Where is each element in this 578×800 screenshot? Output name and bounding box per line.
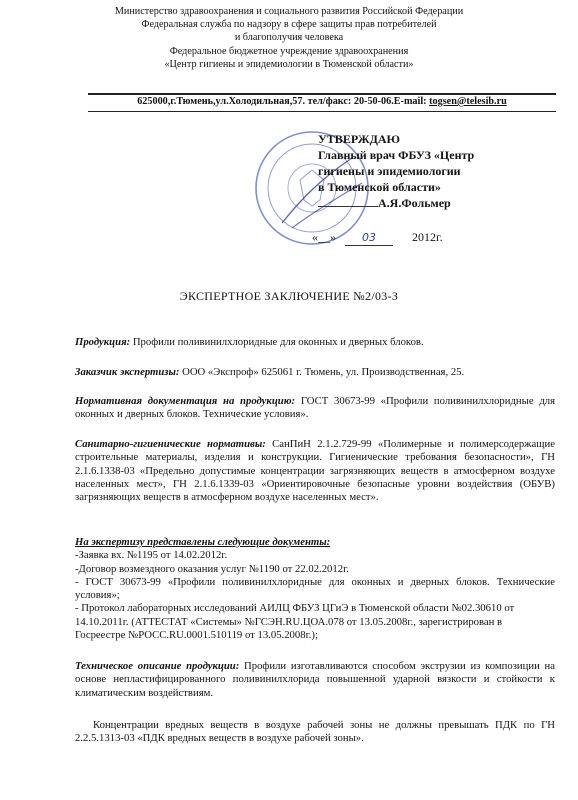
concentration-paragraph: Концентрации вредных веществ в воздухе рабочей зоны не должны превышать ПДК по ГН 2.2.5.1313-03 «ПДК вредных веществ в воздухе рабочей зоны». [75,719,555,745]
document-item: - Протокол лабораторных исследований АИЛЦ ФБУЗ ЦГиЭ в Тюменской области №02.30610 от 14.10.2011г. (АТТЕСТАТ «Системы» №ГСЭН.RU.ЦОА.078 от 13.05.2008г., зарегистрирован в Госреестре №РОСС.RU.0001.510119 от 13.05.2008г.); [75,602,515,642]
email-link[interactable]: togsen@telesib.ru [429,96,507,107]
customer-label: Заказчик экспертизы: [75,366,180,378]
approval-date [312,230,443,246]
signature-blank [318,206,378,207]
customer-text: ООО «Экспроф» 625061 г. Тюмень, ул. Производственная, 25. [179,366,465,378]
approve-position: Главный врач ФБУЗ «Центр [318,148,475,162]
product-text: Профили поливинилхлоридные для оконных и дверных блоков. [130,336,424,348]
product-section [75,336,555,349]
approve-heading: УТВЕРЖДАЮ [318,132,401,146]
document-title: ЭКСПЕРТНОЕ ЗАКЛЮЧЕНИЕ №2/03-З [179,289,399,303]
documents-label: На экспертизу представлены следующие документы: [75,536,331,548]
date-day: «__» [312,230,336,244]
approve-signature-line [318,195,474,211]
approver-name: А.Я.Фольмер [378,196,451,210]
normative-label: Нормативная документация на продукцию: [75,395,296,407]
normative-text: ГОСТ 30673-99 «Профили поливинилхлоридные для оконных и дверных блоков. Технические условия». [75,395,556,421]
documents-section [75,536,555,642]
sanitary-text: СанПиН 2.1.2.729-99 «Полимерные и полимерсодержащие строительные материалы, изделия и конструкции. Гигиенические требования безопасности», ГН 2.1.6.1338-03 «Предельно допустимые концентрации загрязняющих веществ в атмосферном воздухе населенных мест», ГН 2.1.6.1339-03 «Ориентировочные безопасные уровни воздействия (ОБУВ) загрязняющих веществ в атмосферном воздухе населенных мест». [75,438,555,504]
approve-position-2: гигиены и эпидемиологии [318,164,461,178]
technical-section [75,660,555,700]
date-month-field [345,230,393,246]
technical-text: Профили изготавливаются способом экструзии из композиции на основе непластифицированного поливинилхлорида повышенной ударной вязкости и стойкости к климатическим воздействиям. [75,660,555,699]
date-month: 03 [362,231,376,244]
sanitary-label: Санитарно-гигиенические нормативы: [75,438,266,450]
technical-label: Техническое описание продукции: [75,660,240,672]
address-text: 625000,г.Тюмень,ул.Холодильная,57. тел/факс: 20-50-06.E-mail: [137,96,430,107]
ministry-line: Министерство здравоохранения и социального развития Российской Федерации [114,6,464,17]
document-item: -Заявка вх. №1195 от 14.02.2012г. [75,549,228,562]
product-label: Продукция: [75,336,131,348]
header-divider [88,93,556,95]
service-line: Федеральная служба по надзору в сфере защиты прав потребителей [141,19,437,30]
customer-section [75,366,555,379]
document-item: - ГОСТ 30673-99 «Профили поливинилхлоридные для оконных и дверных блоков. Технические условия»; [75,575,555,602]
address-divider [88,111,556,112]
service-line-2: и благополучия человека [234,32,344,43]
address-line [88,96,556,107]
approval-block [318,131,474,211]
document-item: -Договор возмездного оказания услуг №1190 от 22.02.2012г. [75,562,349,575]
institution-line: Федеральное бюджетное учреждение здравоохранения [169,46,409,57]
normative-section [75,395,555,422]
approve-position-3: в Тюменской области» [318,180,441,194]
date-year: 2012г. [412,230,443,244]
sanitary-section [75,438,555,504]
institution-name: «Центр гигиены и эпидемиологии в Тюменской области» [164,59,414,70]
